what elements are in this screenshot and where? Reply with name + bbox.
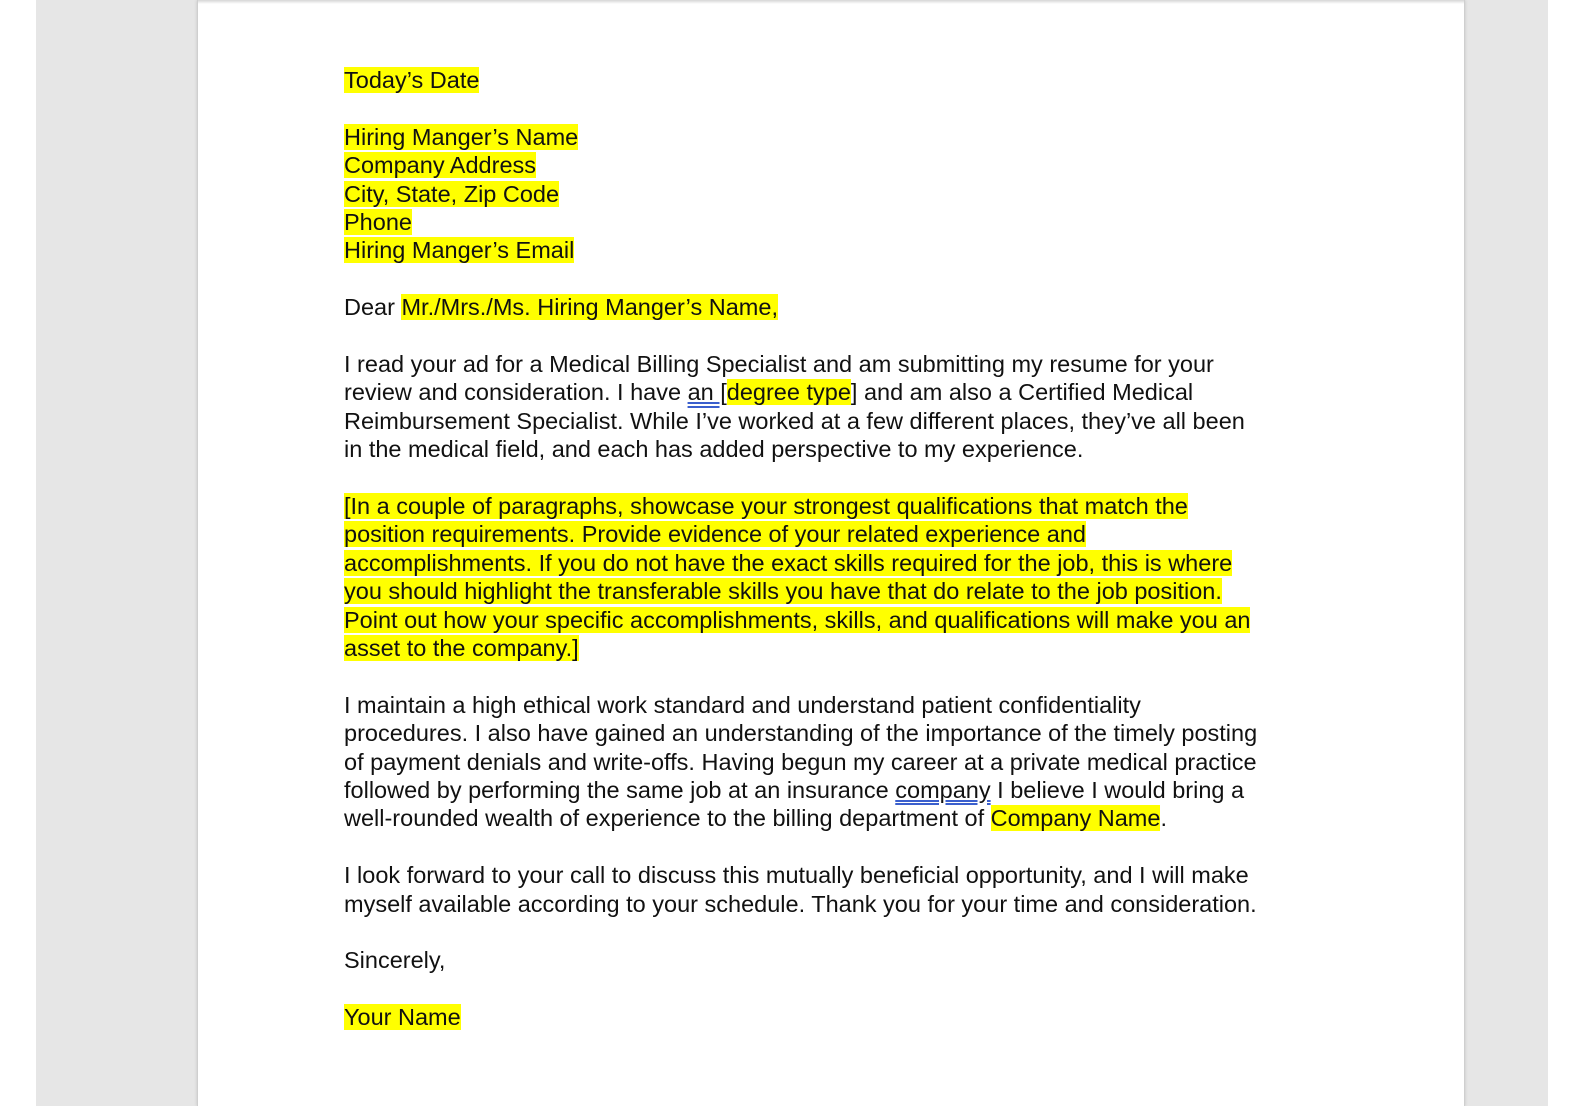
- recipient-address-line[interactable]: [344, 151, 1324, 179]
- signature-line[interactable]: [344, 1003, 1324, 1031]
- paragraph-line: myself available according to your schedule. Thank you for your time and consideration.: [344, 890, 1257, 917]
- salutation-name[interactable]: Mr./Mrs./Ms. Hiring Manger’s Name,: [401, 294, 778, 321]
- text-run: well-rounded wealth of experience to the billing department of: [344, 805, 991, 832]
- recipient-name[interactable]: Hiring Manger’s Name: [344, 123, 579, 150]
- paragraph-intro[interactable]: [344, 350, 1324, 464]
- paragraph-line: [344, 634, 1324, 662]
- salutation[interactable]: [344, 293, 1324, 321]
- text-run: followed by performing the same job at an insurance: [344, 777, 896, 804]
- recipient-phone-line[interactable]: [344, 208, 1324, 236]
- degree-type-placeholder[interactable]: degree type: [726, 379, 851, 406]
- document-canvas: [36, 0, 1548, 1106]
- text-run: .: [1160, 805, 1167, 832]
- date-placeholder[interactable]: Today’s Date: [344, 67, 480, 93]
- placeholder-text[interactable]: position requirements. Provide evidence of your related experience and: [344, 521, 1086, 548]
- salutation-prefix: Dear: [344, 294, 402, 321]
- grammar-flag[interactable]: an [: [687, 379, 727, 406]
- placeholder-text[interactable]: asset to the company.]: [344, 635, 579, 662]
- paragraph-line: procedures. I also have gained an understanding of the importance of the timely posting: [344, 720, 1258, 747]
- text-run: I believe I would bring a: [990, 777, 1245, 804]
- paragraph-line: [344, 549, 1324, 577]
- paragraph-line: I look forward to your call to discuss this mutually beneficial opportunity, and I will make: [344, 862, 1249, 889]
- paragraph-line: [344, 378, 1324, 406]
- date-line[interactable]: [344, 66, 1324, 94]
- closing-line[interactable]: Sincerely,: [344, 947, 446, 974]
- paragraph-line: [344, 776, 1324, 804]
- recipient-name-line[interactable]: [344, 123, 1324, 151]
- recipient-city-state-zip[interactable]: City, State, Zip Code: [344, 180, 560, 207]
- grammar-flag[interactable]: company: [895, 777, 991, 804]
- paragraph-line: Reimbursement Specialist. While I’ve worked at a few different places, they’ve all been: [344, 407, 1245, 434]
- paragraph-line: of payment denials and write-offs. Having begun my career at a private medical practice: [344, 748, 1257, 775]
- recipient-phone[interactable]: Phone: [344, 209, 412, 236]
- paragraph-line: [344, 520, 1324, 548]
- recipient-address[interactable]: Company Address: [344, 152, 537, 179]
- placeholder-text[interactable]: [In a couple of paragraphs, showcase your strongest qualifications that match the: [344, 493, 1188, 520]
- text-run: ] and am also a Certified Medical: [850, 379, 1194, 406]
- placeholder-text[interactable]: Point out how your specific accomplishments, skills, and qualifications will make you an: [344, 606, 1251, 633]
- paragraph-line: [344, 492, 1324, 520]
- paragraph-qualifications-placeholder[interactable]: [344, 492, 1324, 662]
- paragraph-ethics[interactable]: [344, 691, 1324, 833]
- recipient-email[interactable]: Hiring Manger’s Email: [344, 237, 575, 264]
- text-run: review and consideration. I have: [344, 379, 688, 406]
- placeholder-text[interactable]: you should highlight the transferable skills you have that do relate to the job position.: [344, 578, 1222, 605]
- paragraph-closing[interactable]: [344, 861, 1324, 918]
- placeholder-text[interactable]: accomplishments. If you do not have the exact skills required for the job, this is where: [344, 549, 1233, 576]
- paragraph-line: [344, 804, 1324, 832]
- signature-placeholder[interactable]: Your Name: [344, 1004, 461, 1031]
- paragraph-line: in the medical field, and each has added perspective to my experience.: [344, 436, 1084, 463]
- paragraph-line: [344, 577, 1324, 605]
- paragraph-line: I read your ad for a Medical Billing Specialist and am submitting my resume for your: [344, 351, 1214, 378]
- recipient-city-line[interactable]: [344, 180, 1324, 208]
- recipient-email-line[interactable]: [344, 236, 1324, 264]
- page-top-shadow: [198, 0, 1464, 4]
- letter-body[interactable]: [344, 66, 1324, 1032]
- paragraph-line: I maintain a high ethical work standard and understand patient confidentiality: [344, 691, 1141, 718]
- document-page[interactable]: [197, 0, 1465, 1106]
- company-name-placeholder[interactable]: Company Name: [990, 805, 1161, 832]
- paragraph-line: [344, 606, 1324, 634]
